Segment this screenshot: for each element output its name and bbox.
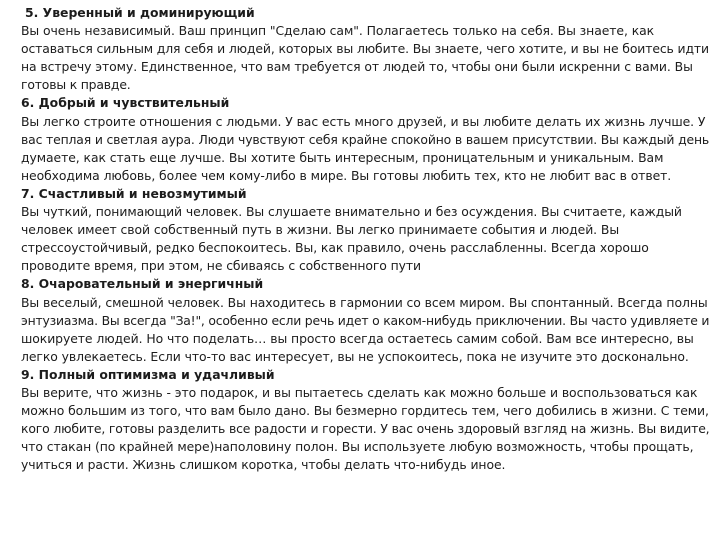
text-line: кого любите, готовы разделить все радости и горести. У вас очень здоровый взгляд на жизнь. Вы видите, xyxy=(21,421,710,437)
section-heading: 7. Счастливый и невозмутимый xyxy=(21,185,247,201)
text-line: Вы веселый, смешной человек. Вы находитесь в гармонии со всем миром. Вы спонтанный. Всегда полны xyxy=(21,294,708,310)
section-heading: 5. Уверенный и доминирующий xyxy=(25,5,255,20)
section-body xyxy=(21,113,711,185)
text-line: можно большим из того, что вам было дано. Вы безмерно гордитесь тем, чего добились в жизни. С теми, xyxy=(21,403,709,419)
text-line: готовы к правде. xyxy=(21,77,131,93)
text-line: оставаться сильным для себя и людей, которых вы любите. Вы знаете, чего хотите, и вы не боитесь идти xyxy=(21,41,709,57)
section-heading: 6. Добрый и чувствительный xyxy=(21,95,230,111)
text-line: на встречу этому. Единственное, что вам требуется от людей то, чтобы они были искренни с вами. Вы xyxy=(21,59,693,75)
text-line: проводите время, при этом, не сбиваясь с собственного пути xyxy=(21,258,422,274)
text-line: необходима любовь, более чем кому-либо в мире. Вы готовы любить тех, кто не любит вас в ответ. xyxy=(21,167,672,183)
text-line: Вы верите, что жизнь - это подарок, и вы пытаетесь сделать как можно больше и воспользоваться как xyxy=(21,384,698,400)
text-line: легко увлекаетесь. Если что-то вас интересует, вы не успокоитесь, пока не изучите это досконально. xyxy=(21,348,689,364)
section-8 xyxy=(21,275,711,365)
text-line: стрессоустойчивый, редко беспокоитесь. Вы, как правило, очень расслабленны. Всегда хорошо xyxy=(21,240,649,256)
section-body xyxy=(21,22,711,94)
section-body xyxy=(21,294,711,366)
text-line: Вы легко строите отношения с людьми. У вас есть много друзей, и вы любите делать их жизнь лучше. У xyxy=(21,113,706,129)
section-body xyxy=(21,384,711,474)
section-heading: 8. Очаровательный и энергичный xyxy=(21,276,264,292)
section-body xyxy=(21,203,711,275)
section-heading: 9. Полный оптимизма и удачливый xyxy=(21,366,275,382)
section-5 xyxy=(21,4,711,94)
text-line: вас теплая и светлая аура. Люди чувствуют себя крайне спокойно в вашем присутствии. Вы каждый день xyxy=(21,131,710,147)
text-line: энтузиазма. Вы всегда "За!", особенно если речь идет о каком-нибудь приключении. Вы часто удивляете и xyxy=(21,312,710,328)
section-6 xyxy=(21,94,711,184)
text-line: думаете, как стать еще лучше. Вы хотите быть интересным, проницательным и уникальным. Вам xyxy=(21,149,664,165)
text-line: что стакан (по крайней мере)наполовину полон. Вы используете любую возможность, чтобы прощать, xyxy=(21,439,694,455)
text-line: человек имеет свой собственный путь в жизни. Вы легко принимаете события и людей. Вы xyxy=(21,222,620,238)
document-page xyxy=(21,4,711,474)
section-7 xyxy=(21,185,711,275)
text-line: Вы очень независимый. Ваш принцип "Сделаю сам". Полагаетесь только на себя. Вы знаете, как xyxy=(21,23,655,39)
text-line: шокируете людей. Но что поделать… вы просто всегда остаетесь самим собой. Вам все интересно, вы xyxy=(21,330,694,346)
text-line: учиться и расти. Жизнь слишком коротка, чтобы делать что-нибудь иное. xyxy=(21,457,506,473)
section-9 xyxy=(21,366,711,475)
text-line: Вы чуткий, понимающий человек. Вы слушаете внимательно и без осуждения. Вы считаете, каждый xyxy=(21,204,682,220)
